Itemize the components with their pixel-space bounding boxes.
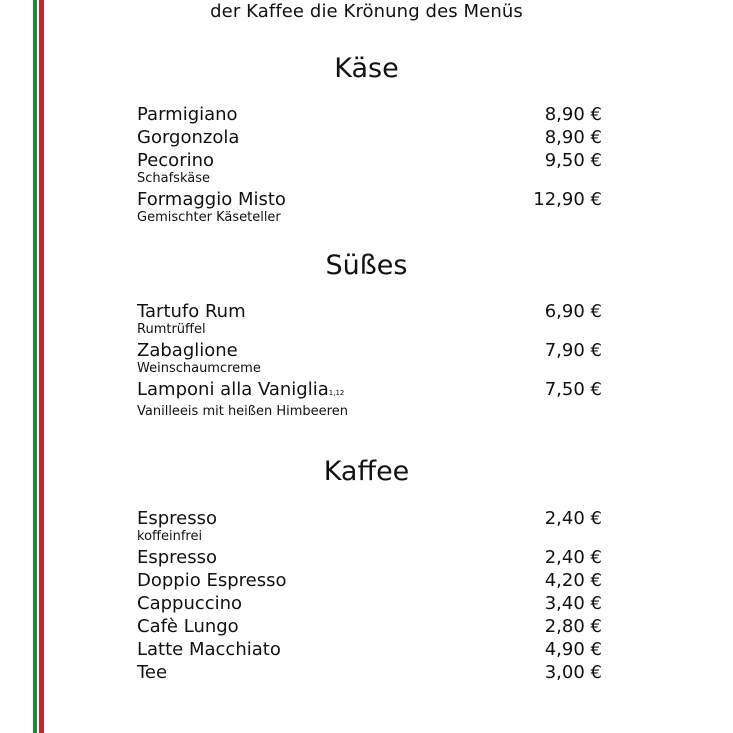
menu-item <box>137 103 602 126</box>
item-note: Weinschaumcreme <box>137 361 261 376</box>
menu-item <box>137 546 602 569</box>
section-sweets <box>137 300 602 421</box>
menu-item <box>137 569 602 592</box>
item-price: 2,40 € <box>544 547 602 568</box>
menu-item <box>137 507 602 530</box>
section-cheese <box>137 103 602 227</box>
menu-tagline: der Kaffee die Krönung des Menüs <box>210 1 523 22</box>
item-price: 6,90 € <box>544 301 602 322</box>
item-price: 7,90 € <box>544 340 602 361</box>
item-price: 4,90 € <box>544 639 602 660</box>
section-title-cheese: Käse <box>334 53 399 84</box>
item-note: Gemischter Käseteller <box>137 210 281 225</box>
menu-item <box>137 300 602 323</box>
item-name: Doppio Espresso <box>137 570 287 591</box>
item-name: Zabaglione <box>137 340 238 361</box>
menu-item <box>137 615 602 638</box>
flag-stripe-red <box>39 0 44 733</box>
item-name: Pecorino <box>137 150 215 171</box>
item-name: Latte Macchiato <box>137 639 281 660</box>
item-price: 4,20 € <box>544 570 602 591</box>
item-note: Vanilleeis mit heißen Himbeeren <box>137 404 348 419</box>
item-name: Espresso <box>137 508 218 529</box>
item-price: 3,00 € <box>544 662 602 683</box>
item-name: Formaggio Misto <box>137 189 286 210</box>
item-name: Gorgonzola <box>137 127 240 148</box>
menu-item <box>137 339 602 362</box>
menu-item <box>137 661 602 684</box>
item-name: Cappuccino <box>137 593 243 614</box>
item-name: Tee <box>137 662 168 683</box>
menu-item <box>137 378 602 405</box>
item-name: Cafè Lungo <box>137 616 239 637</box>
menu-item <box>137 126 602 149</box>
item-price: 8,90 € <box>544 127 602 148</box>
section-title-coffee: Kaffee <box>323 456 410 487</box>
section-title-sweets: Süßes <box>325 250 408 281</box>
menu-item <box>137 592 602 615</box>
menu-item <box>137 149 602 172</box>
item-price: 9,50 € <box>544 150 602 171</box>
item-price: 2,80 € <box>544 616 602 637</box>
item-price: 8,90 € <box>544 104 602 125</box>
item-note: Rumtrüffel <box>137 322 206 337</box>
allergen-mark: 1,12 <box>328 389 345 397</box>
menu-item <box>137 188 602 211</box>
item-price: 3,40 € <box>544 593 602 614</box>
item-name: Tartufo Rum <box>137 301 246 322</box>
item-note: Schafskäse <box>137 171 210 186</box>
item-name: Espresso <box>137 547 218 568</box>
item-price: 7,50 € <box>544 379 602 400</box>
item-note: koffeinfrei <box>137 529 203 544</box>
item-name-wrap <box>137 378 344 405</box>
menu-item <box>137 638 602 661</box>
section-coffee <box>137 507 602 684</box>
item-name: Lamponi alla Vaniglia <box>137 379 329 400</box>
item-price: 12,90 € <box>533 189 602 210</box>
item-name: Parmigiano <box>137 104 238 125</box>
item-price: 2,40 € <box>544 508 602 529</box>
